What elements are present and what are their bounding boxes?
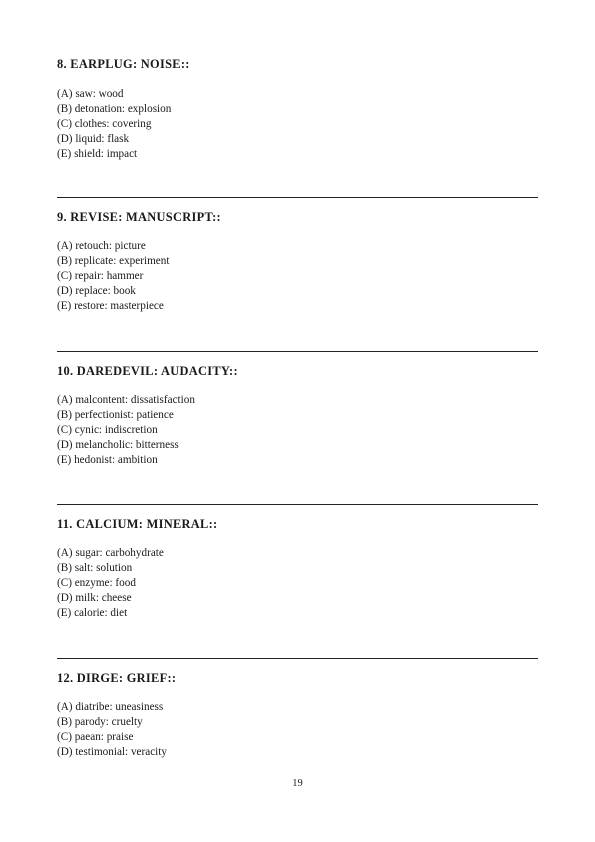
question-12 <box>57 671 538 758</box>
option-d: (D) liquid: flask <box>57 133 130 145</box>
option-a: (A) saw: wood <box>57 88 124 100</box>
option-list <box>57 87 171 162</box>
option-e: (E) shield: impact <box>57 148 138 160</box>
question-title: 9. REVISE: MANUSCRIPT:: <box>57 210 221 224</box>
option-a: (A) sugar: carbohydrate <box>57 547 164 559</box>
option-c: (C) paean: praise <box>57 731 134 743</box>
question-title: 8. EARPLUG: NOISE:: <box>57 57 190 71</box>
option-b: (B) perfectionist: patience <box>57 409 174 421</box>
option-d: (D) testimonial: veracity <box>57 746 167 758</box>
option-c: (C) cynic: indiscretion <box>57 424 158 436</box>
page-number: 19 <box>292 778 303 789</box>
option-b: (B) parody: cruelty <box>57 716 143 728</box>
option-a: (A) retouch: picture <box>57 240 146 252</box>
option-list <box>57 546 164 621</box>
option-c: (C) clothes: covering <box>57 118 152 130</box>
section-divider <box>57 351 538 352</box>
option-e: (E) hedonist: ambition <box>57 454 158 466</box>
option-d: (D) melancholic: bitterness <box>57 439 179 451</box>
question-11 <box>57 517 538 619</box>
section-divider <box>57 197 538 198</box>
question-9 <box>57 210 538 312</box>
option-e: (E) restore: masterpiece <box>57 300 164 312</box>
question-10 <box>57 364 538 466</box>
option-b: (B) detonation: explosion <box>57 103 172 115</box>
option-list <box>57 393 195 468</box>
option-d: (D) replace: book <box>57 285 136 297</box>
question-title: 10. DAREDEVIL: AUDACITY:: <box>57 364 238 378</box>
question-title: 11. CALCIUM: MINERAL:: <box>57 517 218 531</box>
option-b: (B) replicate: experiment <box>57 255 170 267</box>
option-c: (C) repair: hammer <box>57 270 144 282</box>
section-divider <box>57 504 538 505</box>
option-list <box>57 700 167 760</box>
option-d: (D) milk: cheese <box>57 592 132 604</box>
option-a: (A) malcontent: dissatisfaction <box>57 394 195 406</box>
question-title: 12. DIRGE: GRIEF:: <box>57 671 177 685</box>
option-a: (A) diatribe: uneasiness <box>57 701 164 713</box>
question-8 <box>57 57 538 160</box>
option-c: (C) enzyme: food <box>57 577 136 589</box>
option-b: (B) salt: solution <box>57 562 133 574</box>
section-divider <box>57 658 538 659</box>
option-list <box>57 239 169 314</box>
option-e: (E) calorie: diet <box>57 607 128 619</box>
